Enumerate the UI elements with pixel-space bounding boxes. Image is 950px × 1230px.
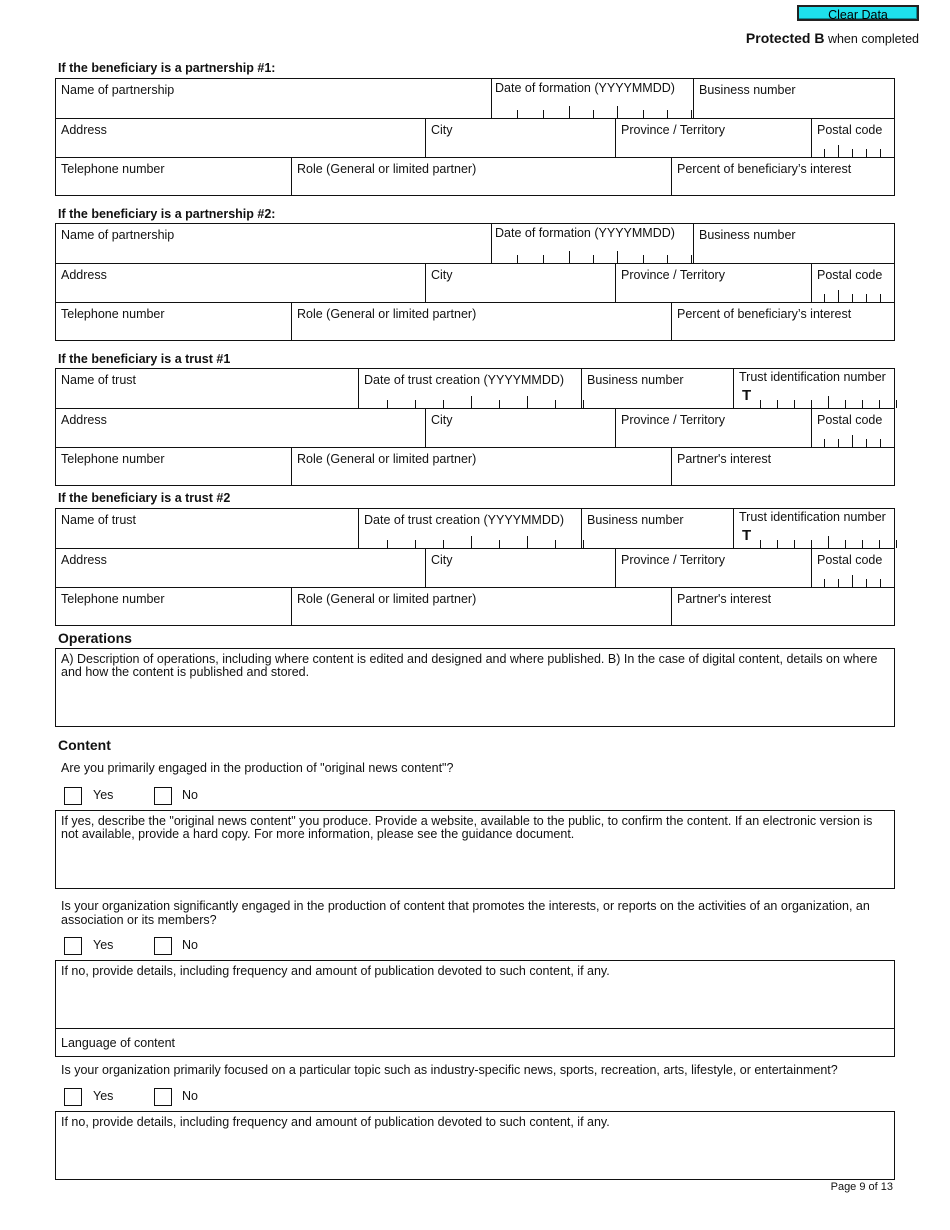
partner-interest-field[interactable]: Partner's interest <box>671 448 896 486</box>
province-field[interactable]: Province / Territory <box>615 409 811 447</box>
question-original-news: Are you primarily engaged in the production of "original news content"? <box>61 761 454 775</box>
address-field[interactable]: Address <box>61 268 107 282</box>
address-field[interactable]: Address <box>61 123 107 137</box>
promotes-interests-box <box>55 960 895 1057</box>
question-promotes-interests: Is your organization significantly engaged in the production of content that promotes the interests, or reports on the activities of an organization, an association or its members? <box>61 899 870 927</box>
page-number: Page 9 of 13 <box>830 1181 893 1193</box>
no-checkbox[interactable] <box>154 1088 172 1106</box>
partnership-1-title: If the beneficiary is a partnership #1: <box>58 61 276 75</box>
yes-label: Yes <box>93 1089 114 1103</box>
operations-description-field[interactable]: A) Description of operations, including where content is edited and designed and where published. B) In the case of digital content, details on where and how the content is published and stored. <box>55 648 895 727</box>
t-prefix: T <box>742 387 752 404</box>
business-number-field[interactable]: Business number <box>581 509 733 548</box>
city-field[interactable]: City <box>425 264 615 302</box>
city-field[interactable]: City <box>425 119 615 157</box>
trust-identification-field[interactable]: Trust identification number T <box>733 369 896 408</box>
city-field[interactable]: City <box>425 409 615 447</box>
trust-1-title: If the beneficiary is a trust #1 <box>58 352 231 366</box>
telephone-field[interactable]: Telephone number <box>61 592 165 606</box>
trust-creation-date-field[interactable]: Date of trust creation (YYYYMMDD) <box>358 369 581 408</box>
role-field[interactable]: Role (General or limited partner) <box>291 158 671 196</box>
role-field[interactable]: Role (General or limited partner) <box>291 303 671 341</box>
trust-name-field[interactable]: Name of trust <box>61 513 137 527</box>
partnership-1-box <box>55 78 895 196</box>
trust-creation-date-field[interactable]: Date of trust creation (YYYYMMDD) <box>358 509 581 548</box>
partner-interest-field[interactable]: Partner's interest <box>671 588 896 626</box>
clear-data-button[interactable]: Clear Data <box>797 5 919 21</box>
content-title: Content <box>58 737 111 753</box>
no-checkbox[interactable] <box>154 787 172 805</box>
beneficiary-interest-field[interactable]: Percent of beneficiary’s interest <box>671 303 896 341</box>
partnership-2-title: If the beneficiary is a partnership #2: <box>58 207 276 221</box>
city-field[interactable]: City <box>425 549 615 587</box>
partnership-name-field[interactable]: Name of partnership <box>61 228 175 242</box>
no-checkbox[interactable] <box>154 937 172 955</box>
no-label: No <box>182 1089 198 1103</box>
language-of-content-field[interactable]: Language of content <box>56 1028 894 1057</box>
no-label: No <box>182 938 198 952</box>
yes-label: Yes <box>93 938 114 952</box>
province-field[interactable]: Province / Territory <box>615 119 811 157</box>
trust-2-box <box>55 508 895 626</box>
address-field[interactable]: Address <box>61 413 107 427</box>
partnership-name-field[interactable]: Name of partnership <box>61 83 175 97</box>
role-field[interactable]: Role (General or limited partner) <box>291 448 671 486</box>
yes-label: Yes <box>93 788 114 802</box>
telephone-field[interactable]: Telephone number <box>61 307 165 321</box>
postal-code-field[interactable]: Postal code <box>811 119 896 157</box>
trust-2-title: If the beneficiary is a trust #2 <box>58 491 231 505</box>
business-number-field[interactable]: Business number <box>581 369 733 408</box>
original-news-details-field[interactable]: If yes, describe the "original news content" you produce. Provide a website, available to the public, to confirm the content. If an electronic version is not available, provide a hard copy. For more information, please see the guidance document. <box>55 810 895 889</box>
formation-date-field[interactable]: Date of formation (YYYYMMDD) <box>491 79 693 118</box>
business-number-field[interactable]: Business number <box>693 79 896 118</box>
promotes-interests-details-field[interactable]: If no, provide details, including frequency and amount of publication devoted to such content, if any. <box>61 964 610 978</box>
telephone-field[interactable]: Telephone number <box>61 452 165 466</box>
yes-checkbox[interactable] <box>64 1088 82 1106</box>
no-label: No <box>182 788 198 802</box>
partnership-2-box <box>55 223 895 341</box>
postal-code-field[interactable]: Postal code <box>811 264 896 302</box>
particular-topic-details-field[interactable]: If no, provide details, including frequency and amount of publication devoted to such content, if any. <box>55 1111 895 1180</box>
protected-b-notice: Protected B when completed <box>745 30 919 46</box>
trust-identification-field[interactable]: Trust identification number T <box>733 509 896 548</box>
trust-1-box <box>55 368 895 486</box>
operations-title: Operations <box>58 630 132 646</box>
trust-name-field[interactable]: Name of trust <box>61 373 137 387</box>
t-prefix: T <box>742 527 752 544</box>
role-field[interactable]: Role (General or limited partner) <box>291 588 671 626</box>
address-field[interactable]: Address <box>61 553 107 567</box>
postal-code-field[interactable]: Postal code <box>811 409 896 447</box>
province-field[interactable]: Province / Territory <box>615 264 811 302</box>
province-field[interactable]: Province / Territory <box>615 549 811 587</box>
formation-date-field[interactable]: Date of formation (YYYYMMDD) <box>491 224 693 263</box>
telephone-field[interactable]: Telephone number <box>61 162 165 176</box>
beneficiary-interest-field[interactable]: Percent of beneficiary’s interest <box>671 158 896 196</box>
postal-code-field[interactable]: Postal code <box>811 549 896 587</box>
question-particular-topic: Is your organization primarily focused on a particular topic such as industry-specific news, sports, recreation, arts, lifestyle, or entertainment? <box>61 1063 838 1077</box>
business-number-field[interactable]: Business number <box>693 224 896 263</box>
yes-checkbox[interactable] <box>64 787 82 805</box>
yes-checkbox[interactable] <box>64 937 82 955</box>
